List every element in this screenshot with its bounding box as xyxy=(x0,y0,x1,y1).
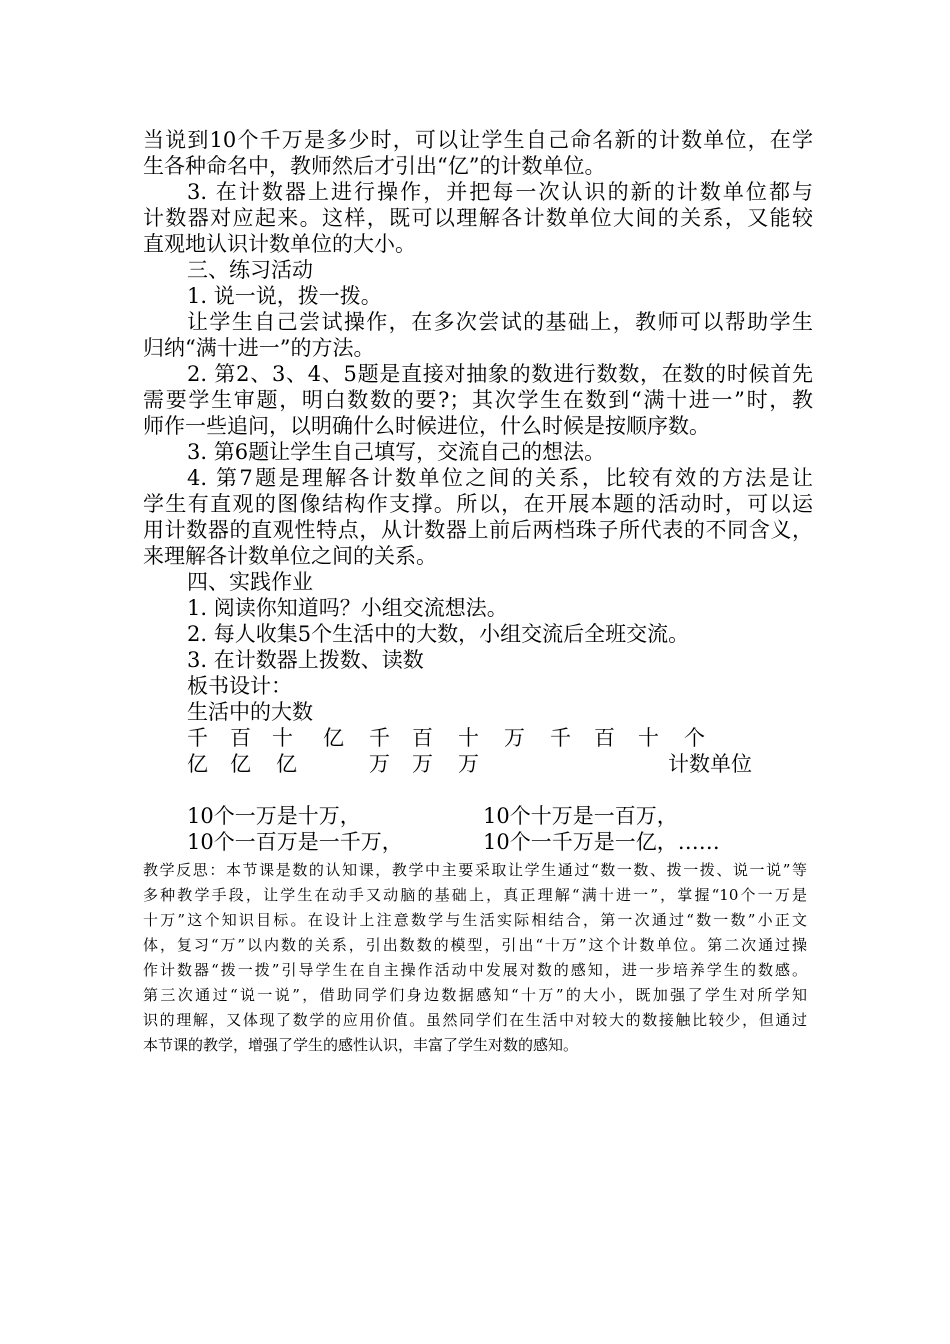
reflection-line: 本节课的教学，增强了学生的感性认识，丰富了学生对数的感知。 xyxy=(143,1036,579,1054)
reflection-line: 作计数器“拨一拨”引导学生在自主操作活动中发展对数的感知，进一步培养学生的数感。 xyxy=(143,961,807,979)
place-unit: 个 xyxy=(684,726,705,750)
place-unit-suffix: 亿 xyxy=(187,752,208,776)
reflection-line: 第三次通过“说一说”，借助同学们身边数据感知“十万”的大小，既加强了学生对所学知 xyxy=(143,986,807,1004)
place-unit: 百 xyxy=(594,726,615,750)
place-unit: 千 xyxy=(187,726,208,750)
section-heading: 三、练习活动 xyxy=(187,258,313,282)
place-unit: 十 xyxy=(458,726,479,750)
place-unit: 万 xyxy=(504,726,525,750)
place-unit: 千 xyxy=(369,726,390,750)
reflection-line: 识的理解，又体现了数学的应用价值。虽然同学们在生活中对较大的数接触比较少，但通过 xyxy=(143,1011,807,1029)
text-line: 计数器对应起来。这样，既可以理解各计数单位大间的关系，又能较 xyxy=(143,206,813,230)
place-unit: 百 xyxy=(230,726,251,750)
text-line: 学生有直观的图像结构作支撑。所以，在开展本题的活动时，可以运 xyxy=(143,492,813,516)
text-line: 3. 在计数器上拨数、读数 xyxy=(187,648,424,672)
text-line: 让学生自己尝试操作，在多次尝试的基础上，教师可以帮助学生 xyxy=(187,310,813,334)
text-line: 1. 阅读你知道吗？小组交流想法。 xyxy=(187,596,508,620)
board-fact: 10个一百万是一千万， xyxy=(187,830,403,854)
text-line: 来理解各计数单位之间的关系。 xyxy=(143,544,437,568)
text-line: 2. 第2、3、4、5题是直接对抽象的数进行数数，在数的时候首先 xyxy=(187,362,813,386)
board-fact: 10个十万是一百万， xyxy=(483,804,678,828)
place-unit: 亿 xyxy=(323,726,344,750)
text-line: 用计数器的直观性特点，从计数器上前后两档珠子所代表的不同含义， xyxy=(143,518,813,542)
place-unit-suffix: 万 xyxy=(369,752,390,776)
text-line: 需要学生审题，明白数数的要?；其次学生在数到“满十进一”时，教 xyxy=(143,388,813,412)
reflection-line: 多种教学手段，让学生在动手又动脑的基础上，真正理解“满十进一”，掌握“10个一万是 xyxy=(143,886,807,904)
text-line: 3. 第6题让学生自己填写，交流自己的想法。 xyxy=(187,440,606,464)
text-line: 直观地认识计数单位的大小。 xyxy=(143,232,416,256)
place-unit: 千 xyxy=(550,726,571,750)
reflection-line: 体，复习“万”以内数的关系，引出数数的模型，引出“十万”这个计数单位。第二次通过操 xyxy=(143,936,807,954)
board-heading: 板书设计： xyxy=(187,674,292,698)
place-unit: 十 xyxy=(638,726,659,750)
text-line: 当说到10个千万是多少时，可以让学生自己命名新的计数单位，在学 xyxy=(143,128,813,152)
place-unit: 十 xyxy=(272,726,293,750)
text-line: 3. 在计数器上进行操作，并把每一次认识的新的计数单位都与 xyxy=(187,180,813,204)
text-line: 4. 第7题是理解各计数单位之间的关系，比较有效的方法是让 xyxy=(187,466,813,490)
text-line: 归纳“满十进一”的方法。 xyxy=(143,336,375,360)
text-line: 1. 说一说，拨一拨。 xyxy=(187,284,382,308)
text-line: 生各种命名中，教师然后才引出“亿”的计数单位。 xyxy=(143,154,606,178)
place-unit-suffix: 万 xyxy=(412,752,433,776)
board-title: 生活中的大数 xyxy=(187,700,313,724)
unit-label: 计数单位 xyxy=(668,752,752,776)
reflection-line: 十万”这个知识目标。在设计上注意数学与生活实际相结合，第一次通过“数一数”小正文 xyxy=(143,911,807,929)
text-line: 师作一些追问，以明确什么时候进位，什么时候是按顺序数。 xyxy=(143,414,710,438)
board-fact: 10个一千万是一亿，…… xyxy=(483,830,720,854)
section-heading: 四、实践作业 xyxy=(187,570,313,594)
board-fact: 10个一万是十万， xyxy=(187,804,361,828)
place-unit-suffix: 万 xyxy=(458,752,479,776)
place-unit-suffix: 亿 xyxy=(276,752,297,776)
reflection-line: 教学反思：本节课是数的认知课，教学中主要采取让学生通过“数一数、拨一拨、说一说”等 xyxy=(143,861,807,879)
place-unit-suffix: 亿 xyxy=(230,752,251,776)
text-line: 2. 每人收集5个生活中的大数，小组交流后全班交流。 xyxy=(187,622,690,646)
place-unit: 百 xyxy=(412,726,433,750)
